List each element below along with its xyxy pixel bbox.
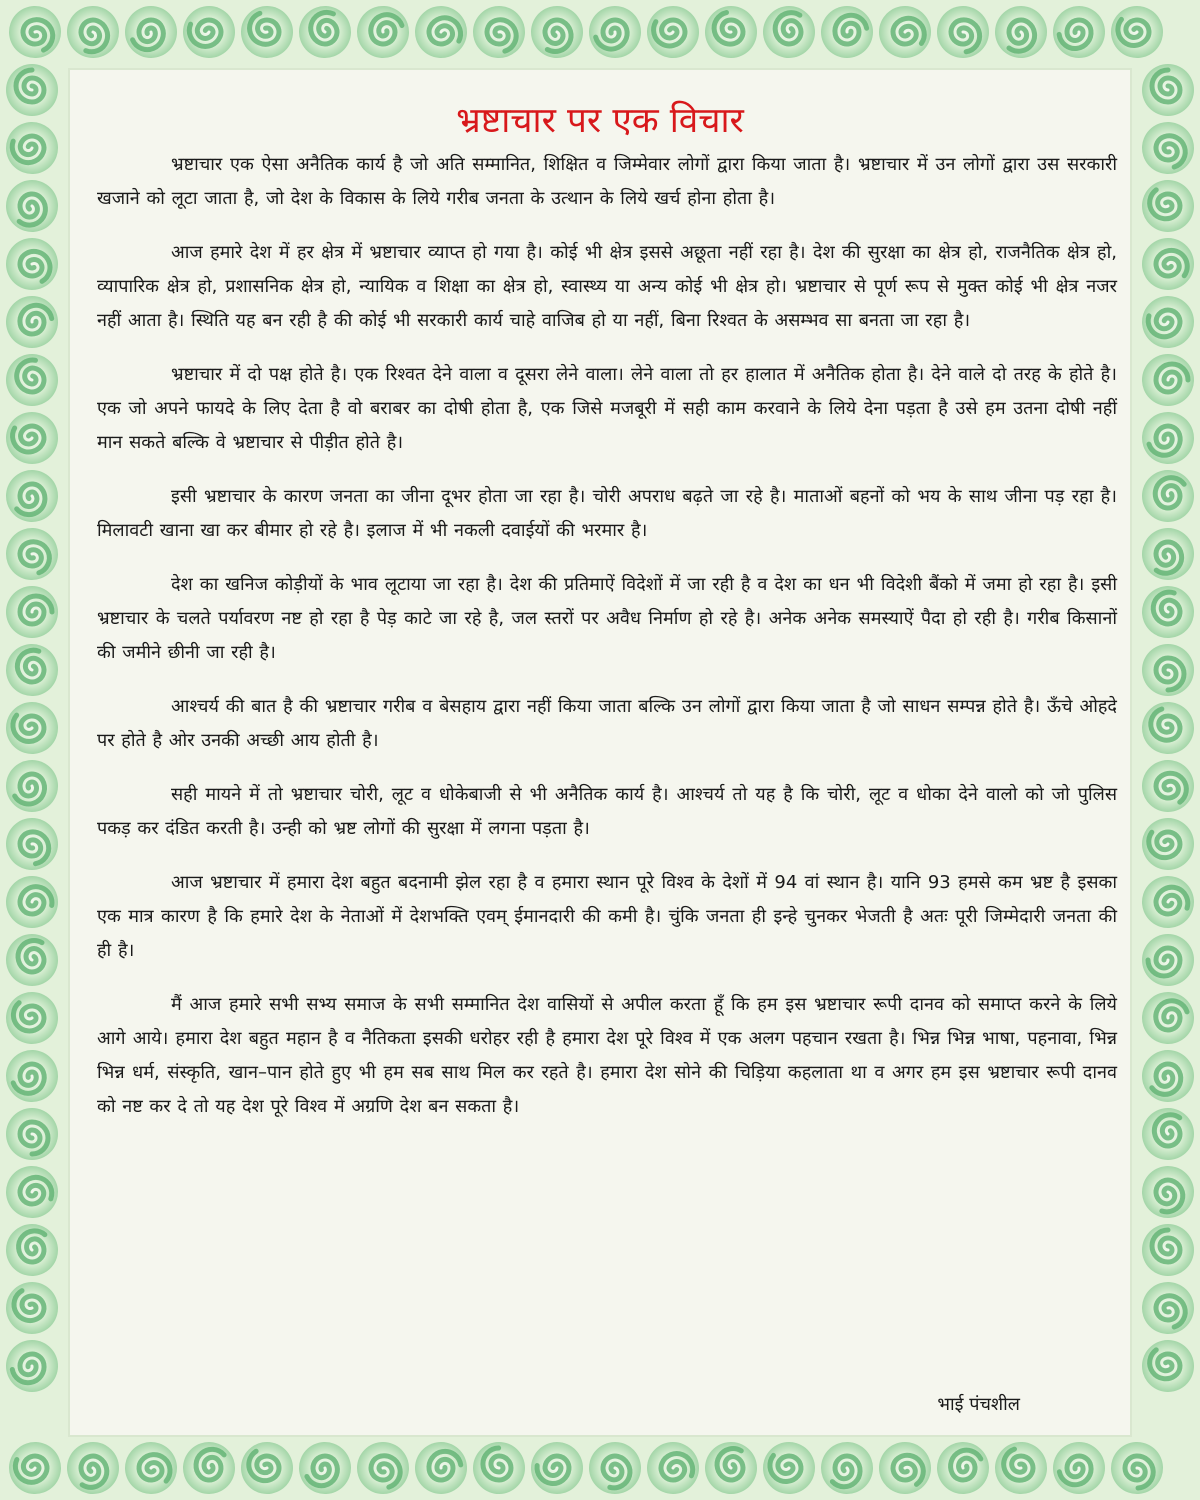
paragraph: भ्रष्टाचार एक ऐसा अनैतिक कार्य है जो अति सम्मानित, शिक्षित व जिम्मेवार लोगों द्वारा किया जाता है। भ्रष्टाचार में उन लोगों द्वारा उस सरकारी खजाने को लूटा जाता है, जो देश के विकास के लिये गरीब जनता के उत्थान के लिये खर्च होना होता है। (97, 154, 1117, 209)
page-title: भ्रष्टाचार पर एक विचार (456, 101, 744, 141)
swirl-ornament (1142, 934, 1194, 986)
swirl-ornament (1142, 1224, 1194, 1276)
swirl-ornament (1142, 64, 1194, 116)
paragraph: इसी भ्रष्टाचार के कारण जनता का जीना दूभर होता जा रहा है। चोरी अपराध बढ़ते जा रहे है। माताओं बहनों को भय के साथ जीना पड़ रहा है। मिलावटी खाना खा कर बीमार हो रहे है। इलाज में भी नकली दवाईयों की भरमार है। (97, 486, 1117, 541)
paragraph: आज हमारे देश में हर क्षेत्र में भ्रष्टाचार व्याप्त हो गया है। कोई भी क्षेत्र इससे अछूता नहीं रहा है। देश की सुरक्षा का क्षेत्र हो, राजनैतिक क्षेत्र हो, व्यापारिक क्षेत्र हो, प्रशासनिक क्षेत्र हो, न्यायिक व शिक्षा का क्षेत्र हो, स्वास्थ्य या अन्य कोई भी क्षेत्र हो। भ्रष्टाचार से पूर्ण रूप से मुक्त कोई भी क्षेत्र नजर नहीं आता है। स्थिति यह बन रही है की कोई भी सरकारी कार्य चाहे वाजिब हो या नहीं, बिना रिश्वत के असम्भव सा बनता जा रहा है। (97, 242, 1117, 331)
swirl-ornament (6, 586, 58, 638)
swirl-ornament (1142, 354, 1194, 406)
paragraph: सही मायने में तो भ्रष्टाचार चोरी, लूट व धोकेबाजी से भी अनैतिक कार्य है। आश्चर्य तो यह है कि चोरी, लूट व धोका देने वालो को जो पुलिस पकड़ कर दंडित करती है। उन्ही को भ्रष्ट लोगों की सुरक्षा में लगना पड़ता है। (97, 784, 1117, 839)
swirl-ornament (1142, 644, 1194, 696)
article-body (97, 148, 1117, 1144)
swirl-ornament (6, 64, 58, 116)
paragraph: देश का खनिज कोड़ीयों के भाव लूटाया जा रहा है। देश की प्रतिमाऐं विदेशों में जा रही है व देश का धन भी विदेशी बैंको में जमा हो रहा है। इसी भ्रष्टाचार के चलते पर्यावरण नष्ट हो रहा है पेड़ काटे जा रहे है, जल स्तरों पर अवैध निर्माण हो रहे है। अनेक अनेक समस्याऐं पैदा हो रही है। गरीब किसानों की जमीने छीनी जा रही है। (97, 574, 1117, 663)
paragraph: भ्रष्टाचार में दो पक्ष होते है। एक रिश्वत देने वाला व दूसरा लेने वाला। लेने वाला तो हर हालात में अनैतिक होता है। देने वाले दो तरह के होते है। एक जो अपने फायदे के लिए देता है वो बराबर का दोषी होता है, एक जिसे मजबूरी में सही काम करवाने के लिये देना पड़ता है उसे हम उतना दोषी नहीं मान सकते बल्कि वे भ्रष्टाचार से पीड़ीत होते है। (97, 364, 1117, 453)
paragraph: मैं आज हमारे सभी सभ्य समाज के सभी सम्मानित देश वासियों से अपील करता हूँ कि हम इस भ्रष्टाचार रूपी दानव को समाप्त करने के लिये आगे आये। हमारा देश बहुत महान है व नैतिकता इसकी धरोहर रही है हमारा देश पूरे विश्व में एक अलग पहचान रखता है। भिन्न भिन्न भाषा, पहनावा, भिन्न भिन्न धर्म, संस्कृति, खान–पान होते हुए भी हम सब साथ मिल कर रहते है। हमारा देश सोने की चिड़िया कहलाता था व अगर हम इस भ्रष्टाचार रूपी दानव को नष्ट कर दे तो यह देश पूरे विश्व में अग्रणि देश बन सकता है। (97, 994, 1117, 1117)
paragraph: आज भ्रष्टाचार में हमारा देश बहुत बदनामी झेल रहा है व हमारा स्थान पूरे विश्व के देशों में 94 वां स्थान है। यानि 93 हमसे कम भ्रष्ट है इसका एक मात्र कारण है कि हमारे देश के नेताओं में देशभक्ति एवम् ईमानदारी की कमी है। चुंकि जनता ही इन्हे चुनकर भेजती है अतः पूरी जिम्मेदारी जनता की ही है। (97, 872, 1117, 961)
swirl-ornament (6, 1108, 58, 1160)
paragraph: आश्चर्य की बात है की भ्रष्टाचार गरीब व बेसहाय द्वारा नहीं किया जाता बल्कि उन लोगों द्वारा किया जाता है जो साधन सम्पन्न होते है। ऊँचे ओहदे पर होते है ओर उनकी अच्छी आय होती है। (97, 696, 1117, 751)
author-signature: भाई पंचशील (937, 1394, 1020, 1415)
